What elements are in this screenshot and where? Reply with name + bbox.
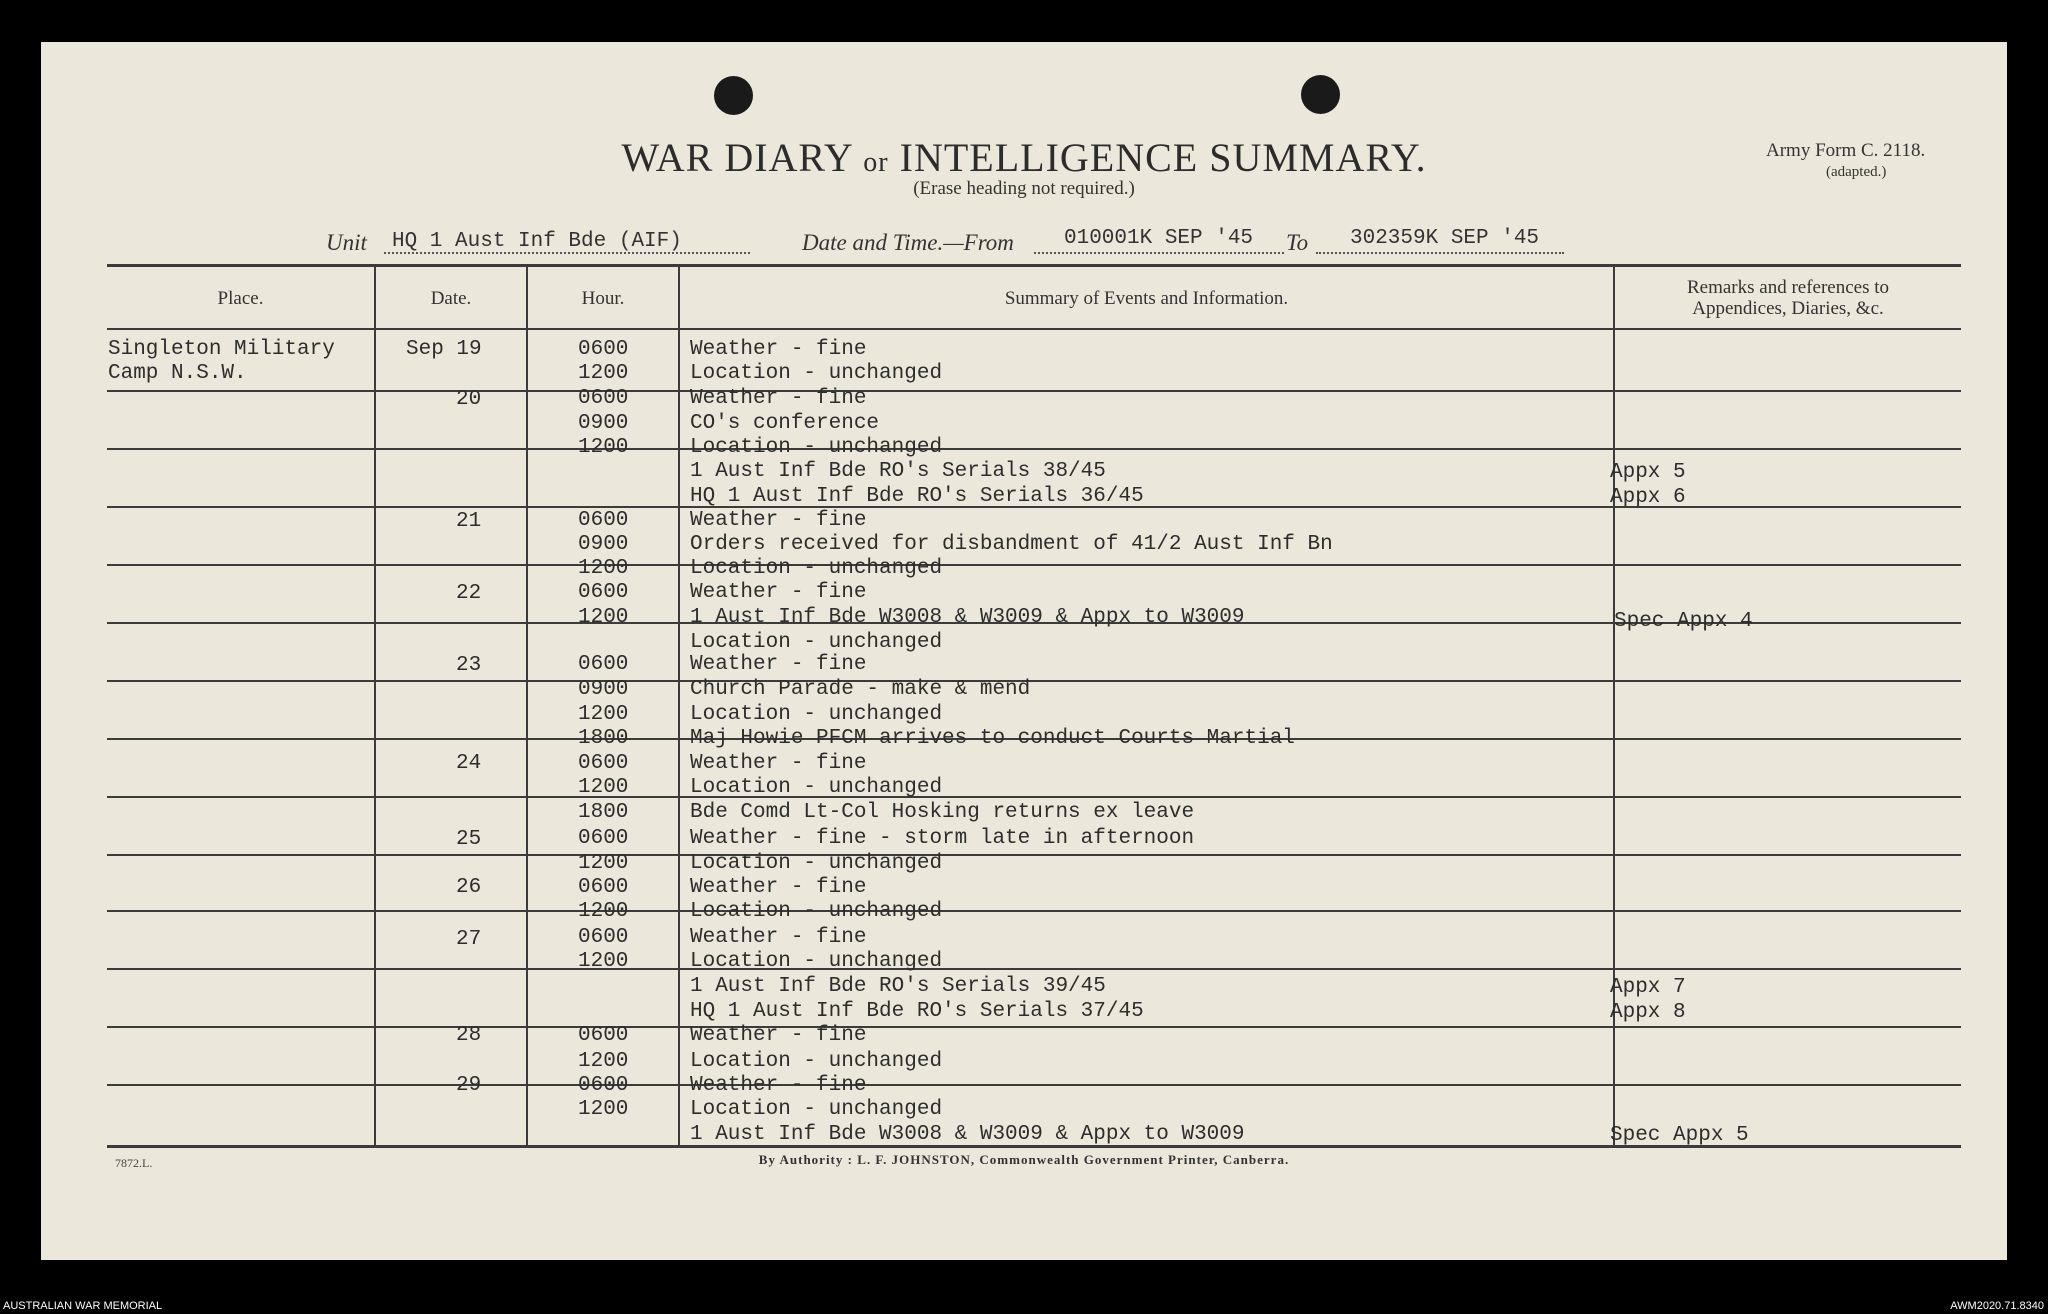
to-label: To: [1286, 230, 1309, 255]
hour-cell: 1200: [578, 776, 629, 799]
hour-cell: 0600: [578, 338, 629, 361]
event-entry: Weather - fine: [690, 1074, 867, 1097]
unit-value: HQ 1 Aust Inf Bde (AIF): [392, 230, 682, 253]
unit-label: Unit: [326, 230, 367, 255]
hour-cell: 0600: [578, 1074, 629, 1097]
hour-cell: 0600: [578, 752, 629, 775]
event-entry: Church Parade - make & mend: [690, 678, 1031, 701]
from-value: 010001K SEP '45: [1064, 227, 1254, 250]
remark-entry: Appx 7: [1610, 976, 1686, 999]
title-part2: INTELLIGENCE SUMMARY.: [899, 135, 1427, 180]
hour-cell: 0600: [578, 387, 629, 410]
header-date: Date.: [430, 288, 472, 309]
event-entry: Weather - fine: [690, 509, 867, 532]
from-dotted-line: [1034, 252, 1284, 254]
event-entry: 1 Aust Inf Bde RO's Serials 38/45: [690, 460, 1106, 483]
remark-entry: Appx 6: [1610, 486, 1686, 509]
event-entry: Location - unchanged: [690, 436, 943, 459]
event-entry: Location - unchanged: [690, 362, 943, 385]
event-entry: 1 Aust Inf Bde RO's Serials 39/45: [690, 975, 1106, 998]
event-entry: 1 Aust Inf Bde W3008 & W3009 & Appx to W3009: [690, 1123, 1245, 1146]
hour-cell: 1200: [578, 606, 629, 629]
event-entry: Maj Howie PFCM arrives to conduct Courts Martial: [690, 727, 1295, 750]
date-label: Date and Time.—From: [802, 230, 1014, 255]
event-entry: Location - unchanged: [690, 1050, 943, 1073]
event-entry: Weather - fine: [690, 387, 867, 410]
to-dotted-line: [1316, 252, 1564, 254]
hour-cell: 0900: [578, 533, 629, 556]
form-code: 7872.L.: [115, 1156, 153, 1170]
page-subtitle: (Erase heading not required.): [913, 178, 1135, 199]
header-place: Place.: [217, 288, 264, 309]
to-value: 302359K SEP '45: [1350, 227, 1540, 250]
date-cell: 27: [456, 928, 482, 951]
event-entry: Weather - fine: [690, 581, 867, 604]
event-entry: 1 Aust Inf Bde W3008 & W3009 & Appx to W3009: [690, 606, 1245, 629]
hour-cell: 1200: [578, 852, 629, 875]
row-rule: [107, 968, 1961, 970]
event-entry: Bde Comd Lt-Col Hosking returns ex leave: [690, 801, 1195, 824]
event-entry: CO's conference: [690, 412, 880, 435]
hour-cell: 1200: [578, 436, 629, 459]
hour-cell: 0600: [578, 926, 629, 949]
event-entry: Weather - fine: [690, 1024, 867, 1047]
event-entry: HQ 1 Aust Inf Bde RO's Serials 37/45: [690, 1000, 1144, 1023]
row-rule: [107, 680, 1961, 682]
column-rule: [526, 266, 528, 1146]
hour-cell: 1200: [578, 900, 629, 923]
remark-entry: Spec Appx 5: [1610, 1124, 1749, 1147]
row-rule: [107, 910, 1961, 912]
date-cell: 21: [456, 510, 482, 533]
header-hour: Hour.: [581, 288, 625, 309]
row-rule: [107, 564, 1961, 566]
row-rule: [107, 448, 1961, 450]
hour-cell: 0600: [578, 827, 629, 850]
event-entry: Weather - fine: [690, 653, 867, 676]
diary-sheet: [41, 42, 2007, 1260]
event-entry: HQ 1 Aust Inf Bde RO's Serials 36/45: [690, 485, 1144, 508]
place-line-2: Camp N.S.W.: [108, 362, 247, 385]
punch-hole-left: [714, 76, 753, 115]
hour-cell: 0600: [578, 581, 629, 604]
archive-caption-left: AUSTRALIAN WAR MEMORIAL: [3, 1300, 163, 1312]
event-entry: Location - unchanged: [690, 703, 943, 726]
event-entry: Location - unchanged: [690, 950, 943, 973]
event-entry: Weather - fine: [690, 876, 867, 899]
date-cell: 20: [456, 388, 482, 411]
hour-cell: 0900: [578, 678, 629, 701]
punch-hole-right: [1301, 75, 1340, 114]
date-cell: 26: [456, 876, 482, 899]
event-entry: Weather - fine: [690, 926, 867, 949]
hour-cell: 0600: [578, 653, 629, 676]
header-remarks-line2: Appendices, Diaries, &c.: [1692, 298, 1884, 319]
date-cell: 23: [456, 654, 482, 677]
header-remarks-line1: Remarks and references to: [1686, 277, 1890, 298]
hour-cell: 1800: [578, 801, 629, 824]
event-entry: Weather - fine - storm late in afternoon: [690, 827, 1195, 850]
hour-cell: 1200: [578, 1050, 629, 1073]
hour-cell: 1200: [578, 703, 629, 726]
date-cell: 22: [456, 582, 482, 605]
date-cell: 29: [456, 1074, 482, 1097]
remark-entry: Appx 8: [1610, 1001, 1686, 1024]
hour-cell: 0600: [578, 509, 629, 532]
event-entry: Location - unchanged: [690, 900, 943, 923]
column-rule: [374, 266, 376, 1146]
archive-caption-right: AWM2020.71.8340: [1950, 1300, 2044, 1312]
form-name: Army Form C. 2118.: [1766, 140, 1926, 161]
place-line-1: Singleton Military: [108, 338, 335, 361]
date-cell: 25: [456, 828, 482, 851]
printer-authority: By Authority : L. F. JOHNSTON, Commonwealth Government Printer, Canberra.: [758, 1152, 1290, 1167]
hour-cell: 1200: [578, 557, 629, 580]
event-entry: Location - unchanged: [690, 776, 943, 799]
hour-cell: 1200: [578, 950, 629, 973]
hour-cell: 0600: [578, 1024, 629, 1047]
date-cell: Sep 19: [406, 338, 482, 361]
remark-entry: Spec Appx 4: [1614, 610, 1753, 633]
date-cell: 24: [456, 752, 482, 775]
table-top-rule: [107, 264, 1961, 267]
row-rule: [107, 854, 1961, 856]
event-entry: Location - unchanged: [690, 631, 943, 654]
hour-cell: 0900: [578, 412, 629, 435]
form-note: (adapted.): [1826, 164, 1887, 180]
row-rule: [107, 796, 1961, 798]
row-rule: [107, 1026, 1961, 1028]
header-bottom-rule: [107, 328, 1961, 330]
date-cell: 28: [456, 1024, 482, 1047]
header-summary: Summary of Events and Information.: [1004, 288, 1289, 309]
column-rule: [678, 266, 680, 1146]
event-entry: Location - unchanged: [690, 1098, 943, 1121]
hour-cell: 1200: [578, 1098, 629, 1121]
event-entry: Weather - fine: [690, 752, 867, 775]
event-entry: Orders received for disbandment of 41/2 Aust Inf Bn: [690, 533, 1333, 556]
event-entry: Weather - fine: [690, 338, 867, 361]
event-entry: Location - unchanged: [690, 852, 943, 875]
remark-entry: Appx 5: [1610, 461, 1686, 484]
title-part1: WAR DIARY: [621, 135, 853, 180]
row-rule: [107, 1084, 1961, 1086]
title-or: or: [863, 147, 889, 178]
page-title: [0, 134, 2048, 181]
hour-cell: 1800: [578, 727, 629, 750]
row-rule: [107, 390, 1961, 392]
event-entry: Location - unchanged: [690, 557, 943, 580]
hour-cell: 0600: [578, 876, 629, 899]
hour-cell: 1200: [578, 362, 629, 385]
